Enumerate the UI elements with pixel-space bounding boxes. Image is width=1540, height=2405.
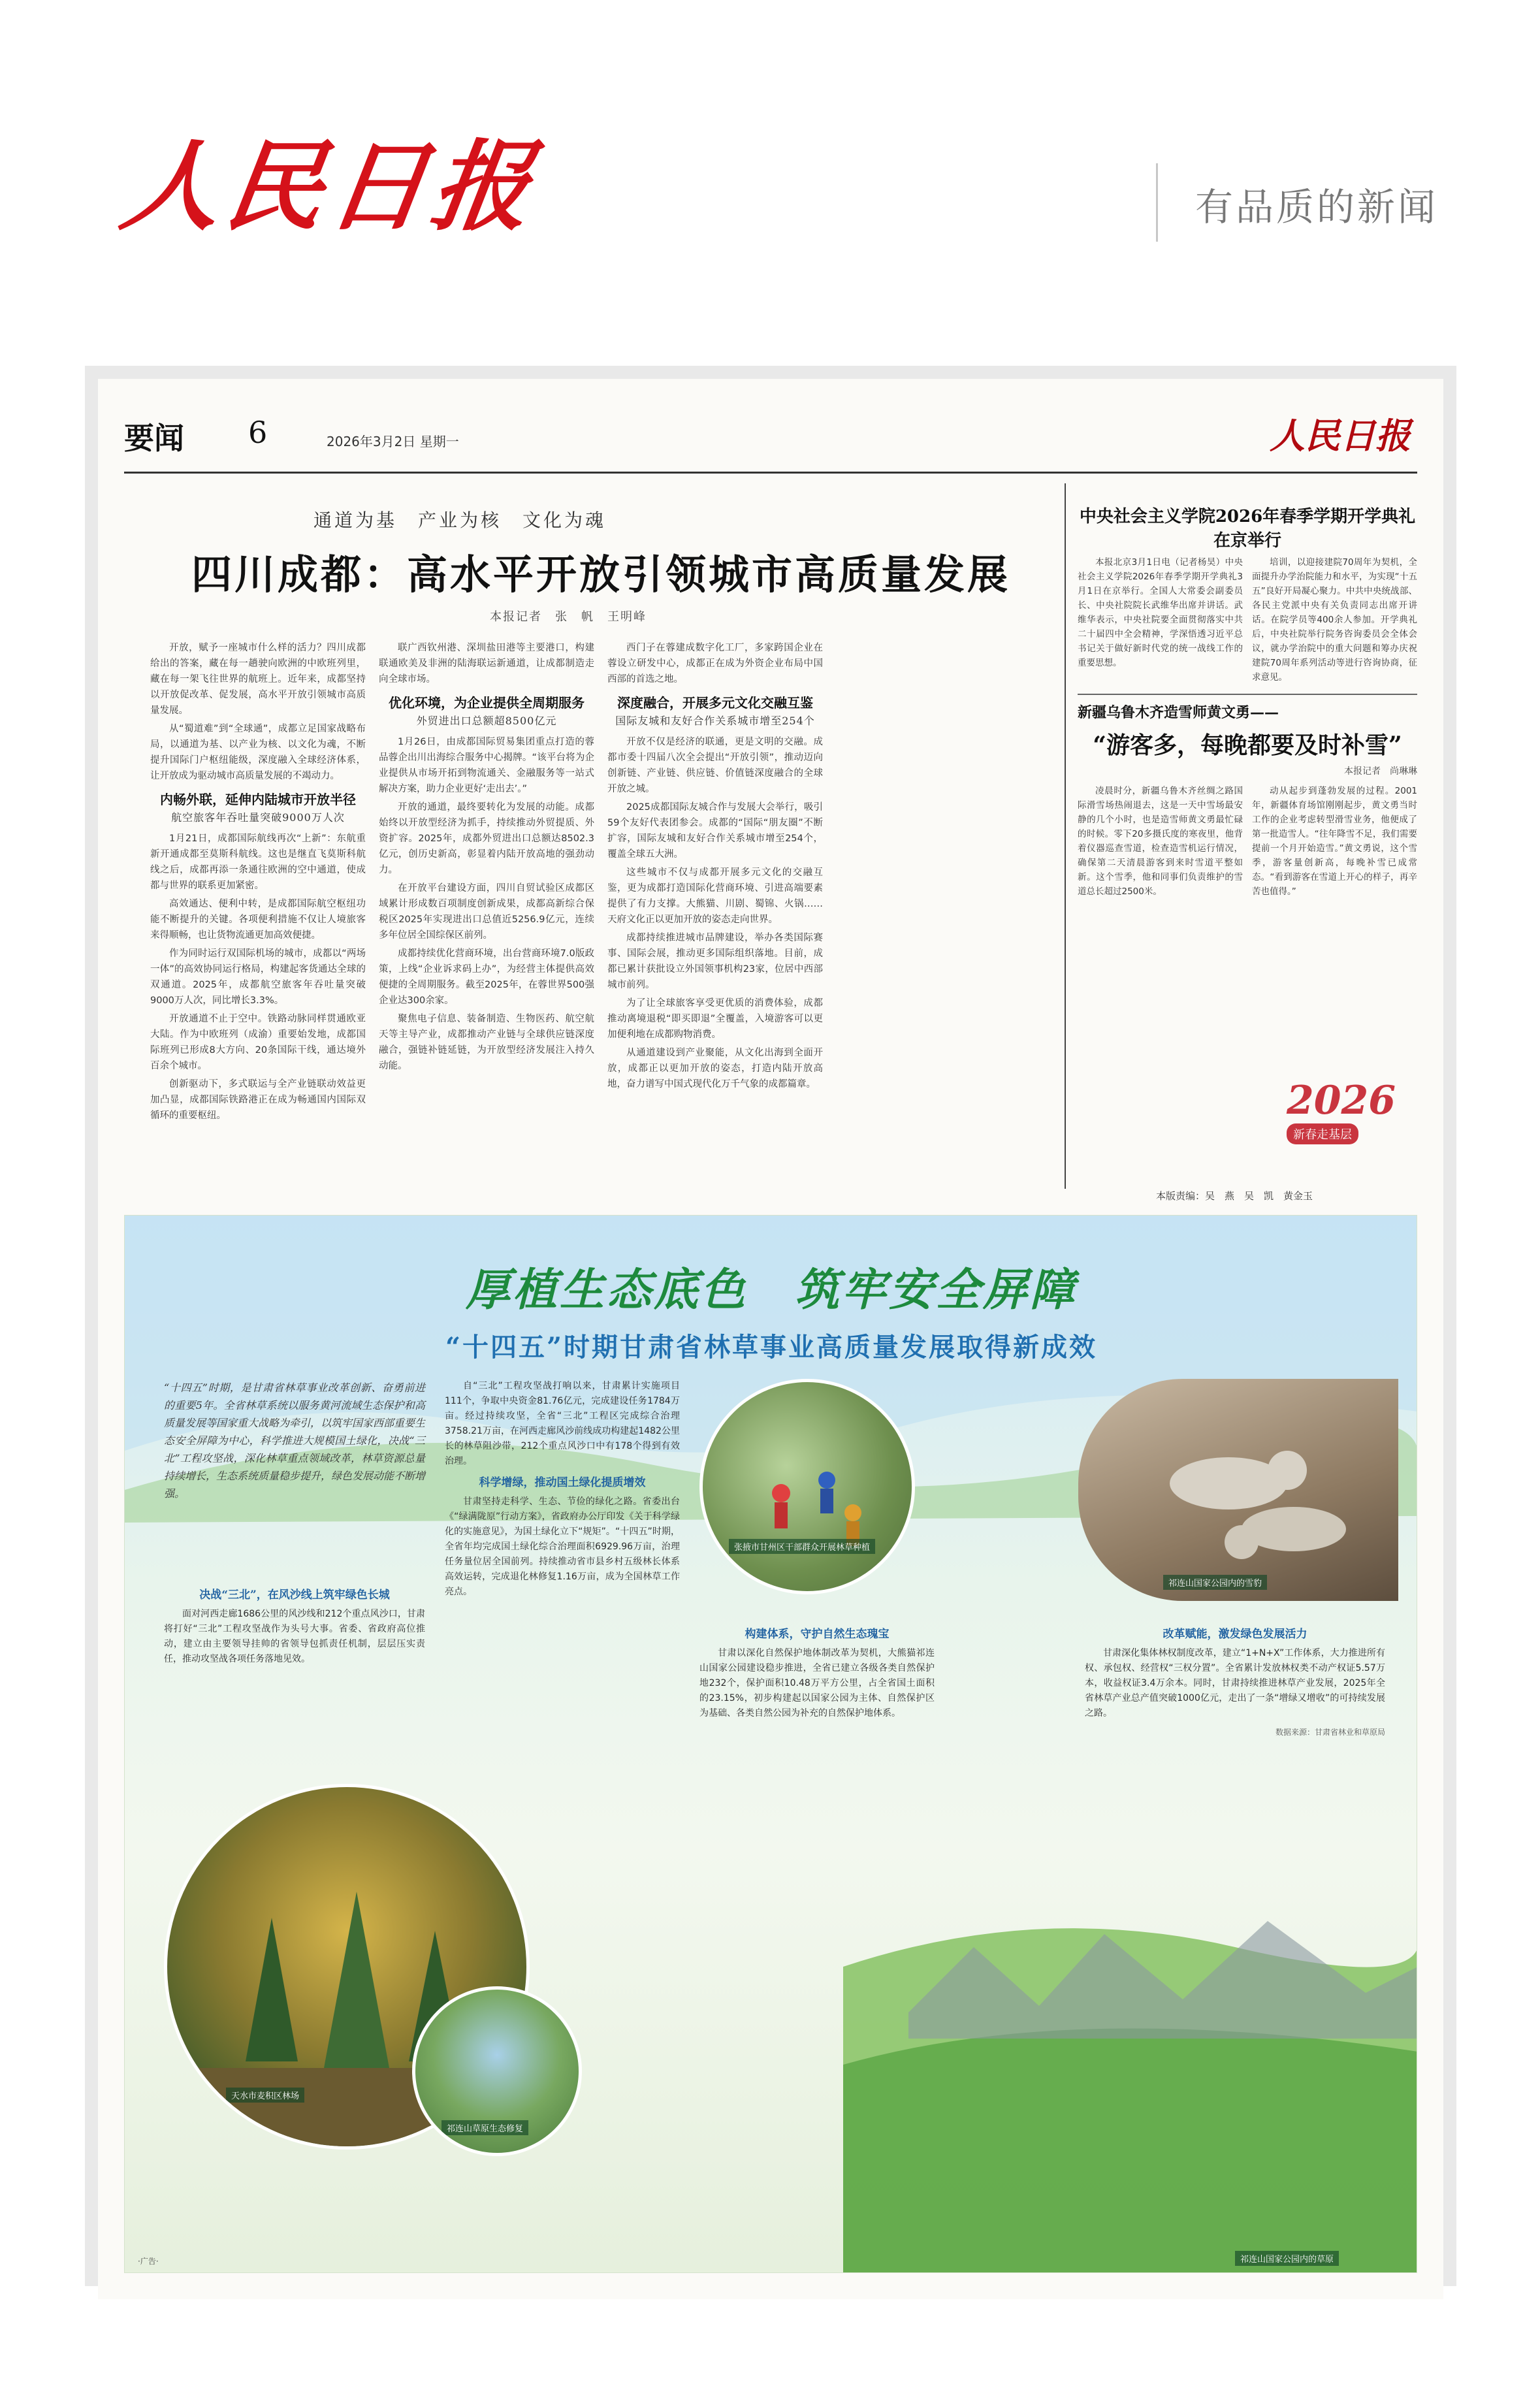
article-column-3	[607, 640, 823, 1095]
section-subheading: 国际友城和友好合作关系城市增至254个	[615, 715, 815, 727]
slogan: 有品质的新闻	[1195, 185, 1439, 229]
feature-intro: “十四五”时期，是甘肃省林草事业改革创新、奋勇前进的重要5年。全省林草系统以服务黄河流域生态保护和高质量发展等国家重大战略为牵引，以筑牢国家西部重要生态安全屏障为中心，科学推进大规模国土绿化，决战“三北”工程攻坚战，深化林草重点领域改革，林草资源总量持续增长，生态系统质量稳步提升，绿色发展动能不断增强。	[164, 1381, 426, 1500]
article-column-1	[150, 640, 366, 1126]
sidebar-column	[1252, 555, 1417, 685]
section-subheading: 外贸进出口总额超8500亿元	[416, 715, 557, 727]
feature-title: 厚植生态底色 筑牢安全屏障	[465, 1264, 1077, 1316]
photo-planting[interactable]	[699, 1379, 915, 1594]
newspaper-page[interactable]	[98, 379, 1443, 2299]
section-name: 要闻	[124, 421, 184, 456]
paragraph: 面对河西走廊1686公里的风沙线和212个重点风沙口，甘肃将打好“三北”工程攻坚战作为头号大事。省委、省政府高位推动，建立由主要领导挂帅的省领导包抓责任机制，层层压实责任，推动攻坚战各项任务落地见效。	[164, 1609, 425, 1664]
column-divider	[1065, 483, 1066, 1189]
paragraph: 甘肃以深化自然保护地体制改革为契机，大熊猫祁连山国家公园建设稳步推进，全省已建立各级各类自然保护地232个，保护面积10.48万平方公里，占全省国土面积的23.15%，初步构建起以国家公园为主体、自然保护区为基础、各类自然公园为补充的自然保护地体系。	[699, 1648, 935, 1719]
photo-caption: 祁连山国家公园内的草原	[1235, 2251, 1339, 2266]
paragraph: 开放不仅是经济的联通，更是文明的交融。成都市委十四届八次全会提出“开放引领”，推动迈向创新链、产业链、供应链、价值链深度融合的全球开放之城。	[607, 737, 823, 794]
paragraph: 西门子在蓉建成数字化工厂，多家跨国企业在蓉设立研发中心，成都正在成为外资企业布局中国西部的首选之地。	[607, 643, 823, 685]
paragraph: 甘肃坚持走科学、生态、节俭的绿化之路。省委出台《“绿满陇原”行动方案》，省政府办公厅印发《关于科学绿化的实施意见》，为国土绿化立下“规矩”。“十四五”时期，全省年均完成国土绿化综合治理面积6929.96万亩，治理任务量位居全国前列。持续推动省市县乡村五级林长体系高效运转，完成退化林修复1.16万亩，成为全国林草工作亮点。	[445, 1496, 680, 1597]
sidebar-story-byline: 本报记者 尚琳琳	[1344, 766, 1417, 777]
paragraph: 作为同时运行双国际机场的城市，成都以“两场一体”的高效协同运行格局，构建起客货通达全球的双通道。2025年，成都航空旅客年吞吐量突破9000万人次，同比增长3.3%。	[150, 948, 366, 1006]
main-article[interactable]	[124, 483, 1058, 1189]
feature-subtitle: “十四五”时期甘肃省林草事业高质量发展取得新成效	[445, 1332, 1097, 1363]
brand-logo[interactable]: 人民日报	[114, 129, 544, 244]
section-heading: 优化环境，为企业提供全周期服务	[389, 695, 585, 711]
paragraph: 创新驱动下，多式联运与全产业链联动效益更加凸显，成都国际铁路港正在成为畅通国内国际双循环的重要枢纽。	[150, 1079, 366, 1121]
article-column-2	[379, 640, 594, 1076]
photo-caption: 天水市麦积区林场	[226, 2088, 304, 2103]
badge-year: 2026	[1287, 1078, 1396, 1123]
paragraph: 开放，赋予一座城市什么样的活力？四川成都给出的答案，藏在每一趟驶向欧洲的中欧班列里，藏在每一架飞往世界的航班上。近年来，成都坚持以开放促改革、促发展，高水平开放引领城市高质量发展。	[150, 643, 366, 716]
header-divider	[1156, 163, 1158, 242]
feature-section-1-continued	[445, 1379, 680, 1600]
paragraph: 动从起步到蓬勃发展的过程。2001年，新疆体育场馆刚刚起步，黄文勇当时工作的企业考虑转型滑雪业务，他便成了第一批造雪人。“往年降雪不足，我们需要提前一个月开始造雪。”黄文勇说，这个雪季，游客量创新高，每晚补雪已成常态。“看到游客在雪道上开心的样子，再辛苦也值得。”	[1252, 786, 1417, 897]
paragraph: 1月26日，由成都国际贸易集团重点打造的蓉品蓉企出川出海综合服务中心揭牌。“该平台将为企业提供从市场开拓到物流通关、金融服务等一站式解决方案，助力企业更好‘走出去’。”	[379, 737, 594, 794]
paragraph: 开放通道不止于空中。铁路动脉同样贯通欧亚大陆。作为中欧班列（成渝）重要始发地，成都国际班列已形成8大方向、20条国际干线，通达境外百余个城市。	[150, 1014, 366, 1071]
feature-credit: 数据来源：甘肃省林业和草原局	[1275, 1728, 1385, 1737]
article-headline: 四川成都：高水平开放引领城市高质量发展	[191, 551, 1010, 598]
sidebar-story-kicker: 新疆乌鲁木齐造雪师黄文勇——	[1078, 704, 1279, 721]
people-planting-illustration	[703, 1382, 915, 1594]
sidebar-story-title: 中央社会主义学院2026年春季学期开学典礼在京举行	[1079, 507, 1416, 551]
paragraph: 凌晨时分，新疆乌鲁木齐丝绸之路国际滑雪场热闹退去，这是一天中雪场最安静的几个小时，也是造雪师黄文勇最忙碌的时候。零下20多摄氏度的寒夜里，他背着仪器巡查雪道，检查造雪机运行情况，确保第二天清晨游客到来时雪道平整如新。这个雪季，他和同事们负责维护的雪道总长超过2500米。	[1078, 786, 1243, 897]
photo-caption: 祁连山国家公园内的雪豹	[1163, 1575, 1267, 1590]
sidebar-divider	[1078, 694, 1417, 695]
sidebar-column	[1252, 784, 1417, 899]
sidebar-story-body	[1078, 784, 1417, 899]
paragraph: 1月21日，成都国际航线再次“上新”：东航重新开通成都至莫斯科航线。这也是继直飞莫斯科航线之后，成都再添一条通往欧洲的空中通道，使成都与世界的联系更加紧密。	[150, 833, 366, 891]
app-header	[0, 0, 1540, 274]
photo-caption: 祁连山草原生态修复	[441, 2120, 528, 2135]
paragraph: 从“蜀道难”到“全球通”，成都立足国家战略布局，以通道为基、以产业为核、以文化为魂，不断提升国际门户枢纽能级，深度融入全球经济体系，让开放成为驱动城市高质量发展的不竭动力。	[150, 724, 366, 781]
paragraph: 2025成都国际友城合作与发展大会举行，吸引59个友好代表团参会。成都的“国际“朋友圈”不断扩容，国际友城和友好合作关系城市增至254个，覆盖全球五大洲。	[607, 802, 823, 860]
feature-advertorial[interactable]	[124, 1215, 1417, 2273]
sidebar[interactable]	[1078, 483, 1417, 1189]
feature-section-heading: 决战“三北”，在风沙线上筑牢绿色长城	[199, 1589, 390, 1602]
feature-section-heading: 改革赋能，激发绿色发展活力	[1163, 1628, 1307, 1641]
paragraph: 在开放平台建设方面，四川自贸试验区成都区域累计形成数百项制度创新成果，成都高新综合保税区2025年实现进出口总值近5256.9亿元，连续多年位居全国综保区前列。	[379, 883, 594, 941]
paragraph: 为了让全球旅客享受更优质的消费体验，成都推动离境退税“即买即退”全覆盖，入境游客可以更加便利地在成都购物消费。	[607, 998, 823, 1040]
sidebar-column	[1078, 555, 1243, 685]
page-masthead	[124, 402, 1417, 474]
sidebar-story-body	[1078, 555, 1417, 685]
paragraph: 本报北京3月1日电（记者杨昊）中央社会主义学院2026年春季学期开学典礼3月1日在京举行。全国人大常委会副委员长、中央社院院长武维华出席并讲话。武维华表示，中央社院要全面贯彻落实中共二十届四中全会精神，学深悟透习近平总书记关于做好新时代党的统一战线工作的重要思想。	[1078, 557, 1243, 668]
feature-section-1	[164, 1581, 425, 1667]
feature-section-4	[1085, 1621, 1385, 1740]
paragraph: 成都持续优化营商环境，出台营商环境7.0版政策，上线“企业诉求码上办”，为经营主体提供高效便捷的全周期服务。截至2025年，在蓉世界500强企业达300余家。	[379, 948, 594, 1006]
badge-tag: 新春走基层	[1287, 1123, 1358, 1144]
paragraph: 自“三北”工程攻坚战打响以来，甘肃累计实施项目111个，争取中央资金81.76亿元，完成建设任务1784万亩。经过持续攻坚，全省“三北”工程区完成综合治理3758.21万亩，在河西走廊风沙前线成功构建起1482公里长的林草阻沙带，212个重点风沙口中有178个得到有效治理。	[445, 1381, 680, 1466]
paragraph: 从通道建设到产业聚能，从文化出海到全面开放，成都正以更加开放的姿态，打造内陆开放高地，奋力谱写中国式现代化万千气象的成都篇章。	[607, 1048, 823, 1090]
article-byline: 本报记者 张 帆 王明峰	[490, 610, 647, 624]
sidebar-column	[1078, 784, 1243, 899]
paragraph: 培训，以迎接建院70周年为契机，全面提升办学治院能力和水平，为实现“十五五”良好开局凝心聚力。中共中央统战部、各民主党派中央有关负责同志出席开讲话。在院学员等400余人参加。开学典礼后，中央社院举行院务咨询委员会全体会议，就办学治院中的重大问题和筹办庆祝建院70周年系列活动等进行咨询协商，征求意见。	[1252, 557, 1417, 683]
photo-snow-leopard[interactable]	[1078, 1379, 1398, 1601]
feature-section-3	[699, 1621, 935, 1721]
masthead-logo: 人民日报	[1270, 415, 1411, 457]
feature-section-heading: 科学增绿，推动国土绿化提质增效	[479, 1476, 646, 1489]
article-kicker: 通道为基 产业为核 文化为魂	[313, 509, 607, 531]
paragraph: 开放的通道，最终要转化为发展的动能。成都始终以开放型经济为抓手，持续推动外贸提质、外资扩容。2025年，成都外贸进出口总额达8502.3亿元，创历史新高，彰显着内陆开放高地的强劲动力。	[379, 802, 594, 875]
page-editors: 本版责编：吴 燕 吴 凯 黄金玉	[1156, 1190, 1313, 1202]
new-spring-badge	[1287, 1078, 1411, 1156]
photo-restoration[interactable]	[412, 1986, 582, 2156]
section-heading: 深度融合，开展多元文化交融互鉴	[617, 695, 813, 711]
snow-leopard-illustration	[1078, 1379, 1398, 1601]
paragraph: 高效通达、便利中转，是成都国际航空枢纽功能不断提升的关键。各项便利措施不仅让人境旅客来得顺畅，也让货物流通更加高效便捷。	[150, 899, 366, 941]
photo-caption: 张掖市甘州区干部群众开展林草种植	[729, 1539, 875, 1554]
ad-mark: ·广告·	[138, 2257, 159, 2266]
sidebar-story-headline: “游客多，每晚都要及时补雪”	[1093, 732, 1402, 759]
page-date: 2026年3月2日 星期一	[327, 434, 459, 449]
section-heading: 内畅外联，延伸内陆城市开放半径	[160, 792, 356, 807]
section-subheading: 航空旅客年吞吐量突破9000万人次	[171, 811, 345, 824]
page-number: 6	[248, 415, 268, 450]
paragraph: 甘肃深化集体林权制度改革，建立“1+N+X”工作体系，大力推进所有权、承包权、经营权“三权分置”。全省累计发放林权类不动产权证5.57万本，收益权证3.4万余本。同时，甘肃持续推进林草产业发展，2025年全省林草产业总产值突破1000亿元，走出了一条“增绿又增收”的可持续发展之路。	[1085, 1648, 1385, 1719]
paragraph: 联广西钦州港、深圳盐田港等主要港口，构建联通欧美及非洲的陆海联运新通道，让成都制造走向全球市场。	[379, 643, 594, 685]
paragraph: 聚焦电子信息、装备制造、生物医药、航空航天等主导产业，成都推动产业链与全球供应链深度融合，强链补链延链，为开放型经济发展注入持久动能。	[379, 1014, 594, 1071]
paragraph: 这些城市不仅与成都开展多元文化的交融互鉴，更为成都打造国际化营商环境、引进高端要素提供了有力支撑。大熊猫、川剧、蜀锦、火锅……天府文化正以更加开放的姿态走向世界。	[607, 867, 823, 925]
paragraph: 成都持续推进城市品牌建设，举办各类国际赛事、国际会展，推动更多国际组织落地。目前，成都已累计获批设立外国领事机构23家，位居中西部城市前列。	[607, 933, 823, 990]
feature-section-heading: 构建体系，守护自然生态瑰宝	[745, 1628, 890, 1641]
